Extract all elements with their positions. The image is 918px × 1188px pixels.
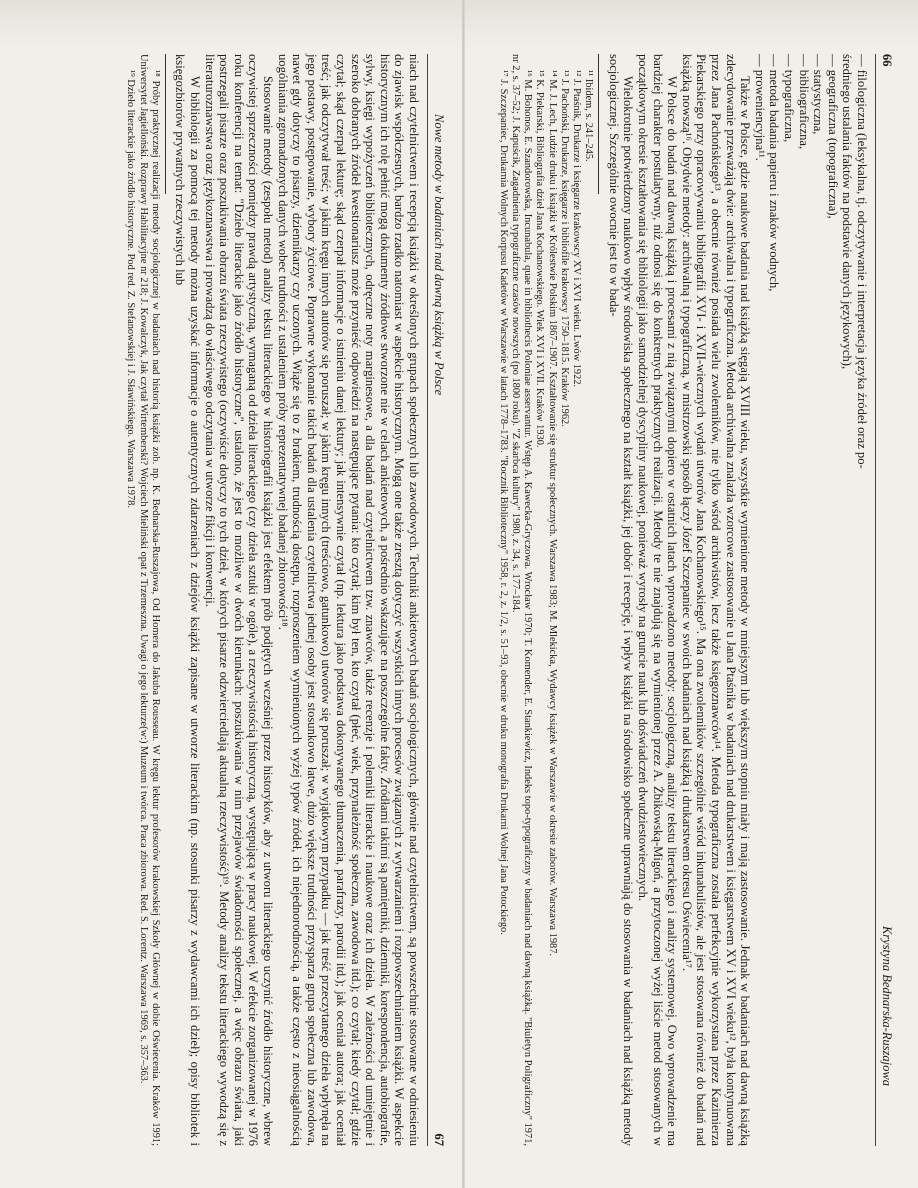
running-header xyxy=(427,54,446,1146)
list-item: — metoda badania papieru i znaków wodnych, xyxy=(767,54,782,292)
footnote: ¹⁹ Dzieło literackie jako źródło historyczne. Pod red. Z. Stefanowskiej i J. Sławińskiego. Warszawa 1978. xyxy=(125,70,137,508)
footnote: ¹¹ Ibidem, s. 241–245. xyxy=(583,70,595,162)
page-number: 66 xyxy=(880,54,894,67)
footnote: ¹⁴ M. J. Lech, Ludzie druku i książki w Królestwie Polskim 1867–1907. Kształtowanie się struktur społecznych. Warszawa 1983; M. Mlekicka, Wydawcy książek w Warszawie w okresie zaborów. Warszawa 1987. xyxy=(546,70,558,957)
footnote: ¹⁸ Próby praktycznej realizacji metody socjologicznej w badaniach nad historią książki zob. np. K. Bednarska-Ruszajowa, Od Homera do Jakuba Rousseau. W kręgu lektur profesorów krakowskiej Szkoły Głównej w dobie Oświecenia. Kraków 1991; Uniwersytet Jagielloński. Rozprawy Habilitacyjne nr 218; J. Kowalczyk, Jak czytał Wirtemberski? Wojciech Mieliński opat z Trzemeszna. Uwagi o jego lekturze(w:) Muzeum i twórca. Praca zbiorowa. Red. S. Lorentz. Warszawa 1969, s. 357–363. xyxy=(137,54,161,1146)
list-item: — filologiczna (leksykalna, tj. odczytywanie i interpretacja języka źródeł oraz po- xyxy=(855,54,869,469)
list-item: — bibliograficzna, xyxy=(796,54,811,150)
body-paragraph: niach nad czytelnictwem i recepcją książki w określonych grupach społecznych lub zawodowych. Techniki ankietowych badań socjologicznych, głównie nad czytelnictwem, są powszechnie stosowane w odniesieniu do zjawisk współczesnych, bardzo rzadko natomiast w aspekcie historycznym. Mogą one także zresztą dotyczyć wszystkich innych procesów związanych z wytwarzaniem i rozpowszechnianiem książki. W aspekcie historycznym ich rolę pełnić mogą dokumenty źródłowe stworzone nie w celach ankietowych, a pośrednio wskazujące na poszczególne fakty. Źródłami takimi są pamiętniki, dzienniki, korespondencja, autobiografie, sylwy, księgi wypożyczeń bibliotecznych, odręczne noty marginesowe, a dla badań nad czytelnictwem tzw. znawców, także recenzje i polemiki literackie i naukowe oraz ich dzieła. W zależności od umiejętnie i szeroko dobranych źródeł kwestionariusz może przynieść odpowiedzi na następujące pytania: kto czytał; kim był ten, kto czytał (płeć, wiek, przynależność społeczna, zawodowa itd.); co czytał; kiedy czytał; gdzie czytał; skąd czerpał lekturę; skąd czerpał informacje o istnieniu danej lektury; jak intensywnie czytał (np. lektura jako podstawa dokonywanego tłumaczenia, parafrazy, parodii itd.); jak oceniał autora; jak oceniał treść; jak odczytywał treść; w jakim kręgu innych autorów się poruszał; w jakim kręgu innych (treściowo, gatunkowo) utworów się poruszał; w wyjątkowym przypadku — jak treść przeczytanego dzieła wpłynęła na jego postawy, postępowanie, wybory życiowe. Poprawne wykonanie takich badań dla ustalenia czytelnictwa jednej osoby jest stosunkowo łatwe, dużo większe trudności przysparza grupa społeczna lub zawodowa, nawet gdy dotyczy to pisarzy, dziennikarzy czy uczonych. Wiąże się to z brakiem, trudnością dostępu, rozproszeniem wymienionych wyżej typów źródeł, ich niejednorodnością, a także często z nieosiągalnością uogólniania zgromadzonych danych wobec trudności z ustaleniem próby reprezentatywnej badanej zbiorowości¹⁸. xyxy=(275,54,421,1146)
footnote: ¹⁷ J. Szczepaniec, Drukarnia Wolnych Korpusu Kadetów w Warszawie w latach 1778–1783. "Rocznik Biblioteczny" 1958, r. 2, z. 1/2, s. 51–93, obecnie w druku monografia Drukarni Wolnej Jana Potockiego. xyxy=(497,70,509,935)
footnote-separator xyxy=(165,54,166,194)
page-66 xyxy=(460,40,900,1160)
footnote: ¹² J. Ptaśnik, Drukarze i księgarze krakowscy XV i XVI wieku. Lwów 1922. xyxy=(571,70,583,388)
footnotes xyxy=(497,54,595,1146)
list-item: średniego ustalania faktów na podstawie danych językowych), xyxy=(840,54,855,370)
body-paragraph: W bibliologii za pomocą tej metody można uzyskać informacje o autentycznych zdarzeniach z dziejów książki zapisane w utworze literackim (np. stosunki pisarzy z wydawcami ich dzieł); opisy bibliotek i księgozbiorów prywatnych rzeczywistych lub xyxy=(173,54,203,1146)
footnote: ¹⁵ K. Piekarski, Bibliografia dzieł Jana Kochanowskiego. Wiek XVI i XVII. Kraków 1930. xyxy=(534,70,546,448)
body-paragraph: Także w Polsce, gdzie naukowe badania nad książką sięgają XVIII wieku, wszystkie wymienione metody w mniejszym lub większym stopniu miały i mają zastosowanie. Jednak w badaniach nad dawną książką zdecydowanie przeważają dwie: archiwalna i typograficzna. Metoda archiwalna znalazła wzorcowe zastosowanie u Jana Ptaśnika w badaniach nad drukarstwem i księgarstwem XV i XVI wieku¹², była kontynuowana przez Jana Pachońskiego¹³, a obecnie również posiada wielu zwolenników, nie tylko wśród archiwistów, lecz także księgoznawców¹⁴. Metoda typograficzna została perfekcyjnie wykorzystana przez Kazimierza Piekarskiego przy opracowywaniu bibliografii XVI- i XVII-wiecznych wydań utworów Jana Kochanowskiego¹⁵. Ma ona zwolenników szczególnie wśród inkunabulistów, ale jest stosowana również do badań nad książką nowszą¹⁶. Obydwie metody: archiwalną i typograficzną, w mistrzowski sposób łączy Józef Szczepaniec w swoich badaniach nad książką i drukarstwem okresu Oświecenia¹⁷. xyxy=(679,54,753,1146)
list-item: — geograficzna (topograficzna), xyxy=(825,54,840,219)
body-paragraph: Stosowanie metody (zespołu metod) analizy tekstu literackiego w historiografii książki jest efektem prób podjętych wcześniej przez historyków, aby z utworu literackiego uczynić źródło historyczne, wbrew oczywistej sprzeczności pomiędzy prawdą artystyczną, wymaganą od dzieła literackiego (czy dzieła sztuki w ogóle), a rzeczywistością historyczną, występującą w pracy naukowej. W efekcie zorganizowanej w 1976 roku konferencji na temat: "Dzieło literackie jako źródło historyczne", ustalono, że jest to możliwe w dwóch kierunkach: poszukiwania w nim przejawów świadomości społecznej, a więc obrazu świata, jaki postrzegali pisarze oraz poszukiwania obrazu świata rzeczywistego (oczywiście dotyczy to tych dzieł, w których pisarze odzwierciedlają aktualną rzeczywistość)¹⁹. Metody analizy tekstu literackiego wywodzą się z literaturoznawstwa oraz językoznawstwa i prowadzą do właściwego odczytania w utworze fikcji i konwencji. xyxy=(202,54,276,1146)
footnote-separator xyxy=(598,54,599,194)
page-67 xyxy=(12,40,452,1160)
page-number: 67 xyxy=(432,1133,446,1146)
method-list xyxy=(752,54,869,1146)
footnote: ¹³ J. Pachoński, Drukarze, księgarze i bibliofile krakowscy 1750–1815. Kraków 1962. xyxy=(558,70,570,427)
body-paragraph: W Polsce do badań nad dawną książką i procesami z nią związanymi dopiero w ostatnich latach wprowadzono metody: socjologiczną, analizy tekstu literackiego i analizy systemowej. Owo wprowadzenie ma bardziej charakter postulatywny, niż odnosi się do konkretnych praktycznych realizacji. Metody te nie znajdują się na wymienionej przez A. Żbikowską-Migoń, a przytoczonej wyżej liście metod stosowanych w początkowym okresie kształtowania się bibliologii jako samodzielnej dyscypliny naukowej, ponieważ wyrosły na gruncie nauk lub doświadczeń dwudziestowiecznych. xyxy=(636,54,680,1146)
list-item: — statystyczna, xyxy=(811,54,826,135)
list-item: — typograficzna, xyxy=(782,54,797,143)
running-title: Krystyna Bednarska-Ruszajowa xyxy=(880,925,894,1086)
body-paragraph: Wielokrotnie potwierdzony naukowo wpływ środowiska społecznego na kształt książki, jej dobór i recepcję, i wpływ książki na środowisko społeczne uprawniają do stosowania w badaniach nad książką metody socjologicznej. Szczególnie owocnie jest to w bada- xyxy=(606,54,636,1146)
footnote: ¹⁶ M. Bohonos, E. Szandorowska, Incunabula, quae in bibliothecis Poloniae asservantur. Wstęp A. Kawecka-Gryczowa. Wrocław 1970; T. Komender, E. Stankiewicz, Indeks topo-typograficzny w badaniach nad dawną książką. "Biuletyn Poligraficzny" 1971, nr 2, s. 37–52; J. Kapuścik, Zagadnienia typograficzne czasów nowszych (po 1800 roku). "Z skarbca kultury" 1980, z. 34, s. 177–184. xyxy=(510,54,534,1146)
footnotes xyxy=(124,54,161,1146)
list-item: — proweniencyjna¹¹. xyxy=(752,54,767,161)
running-title: Nowe metody w badaniach nad dawną książką w Polsce xyxy=(432,114,446,396)
running-header xyxy=(875,54,894,1146)
